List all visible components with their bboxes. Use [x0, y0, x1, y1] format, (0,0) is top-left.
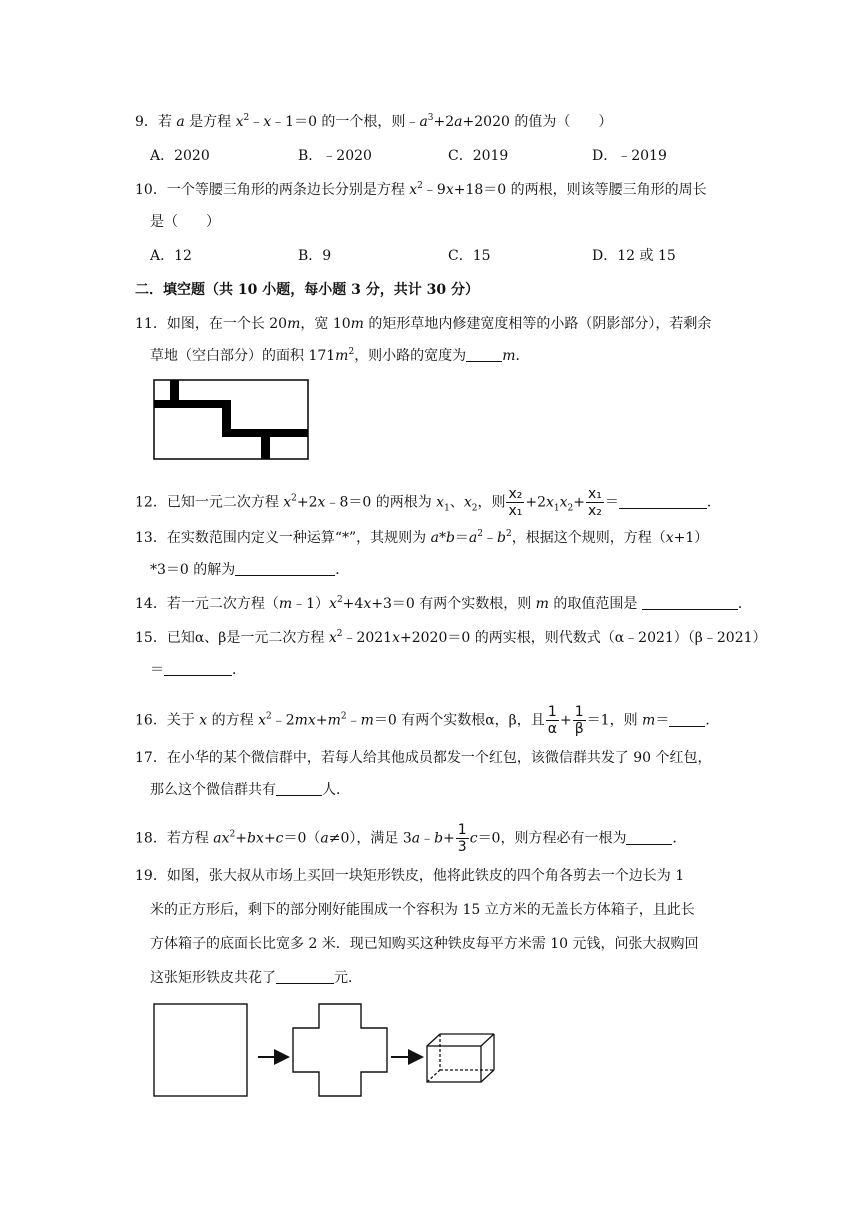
q12-fraction-2: $\frac{\text{x₁}}{\text{x₂}}$ [588, 486, 602, 519]
q10-option-a: A．12 [150, 248, 192, 264]
question-14: 14．若一元二次方程$(m﹣1)x^2+4x+3=0$ 有两个实数根，则 m 的取值范围是 ． [135, 595, 752, 612]
q9-option-b: B．﹣2020 [298, 148, 372, 164]
q19-box [427, 1034, 494, 1082]
question-19: 19．如图，张大叔从市场上买回一块矩形铁皮，他将此铁皮的四个角各剪去一个边长为 1 [135, 868, 685, 884]
question-19-line3: 方体箱子的底面长比宽多 2 米．现已知购买这种铁皮每平方米需 10 元钱，问张大叔购回 [150, 936, 699, 952]
q12-answer-blank[interactable] [619, 494, 707, 509]
q16-fraction-1: $\frac{1}{\alpha}$ [547, 704, 557, 737]
q19-answer-blank[interactable] [276, 969, 334, 984]
question-18: 18．若方程 $ax^2+bx+c=0(a\ne 0)$，满足 3a﹣b+ $\frac{1}{3}$ c＝0，则方程必有一根为 ． [135, 822, 687, 855]
q19-sheet-figure [150, 1000, 500, 1100]
q19-cross-shape [293, 1004, 387, 1096]
q14-answer-blank[interactable] [642, 595, 738, 610]
q11-answer-blank[interactable] [466, 347, 502, 362]
question-10: 10．一个等腰三角形的两条边长分别是方程 $x^2﹣9x+18=0$ 的两根，则该等腰三角形的周长 [135, 181, 707, 198]
question-17-line2: 那么这个微信群共有 人． [150, 782, 350, 798]
q13-answer-blank[interactable] [235, 561, 335, 576]
question-12: 12．已知一元二次方程 $x^2+2x﹣8=0$ 的两根为 $x_1$、$x_2$，则 $\frac{\text{x₂}}{\text{x₁}}$ $+2x_1x_2+$ $\frac{\text{x₁}}{\text{x₂}}$ ＝ ． [135, 486, 721, 519]
question-10-line2: 是（ ） [150, 214, 220, 230]
q17-answer-blank[interactable] [276, 781, 322, 796]
q10-option-d: D．12 或 15 [592, 248, 676, 264]
question-15: 15．已知α、β是一元二次方程 $x^2﹣2021x+2020=0$ 的两实根，则代数式（α﹣2021）（β﹣2021） [135, 629, 767, 646]
question-19-line4: 这张矩形铁皮共花了 元． [150, 970, 362, 986]
q10-option-b: B．9 [298, 248, 332, 264]
question-13: 13．在实数范围内定义一种运算“*”，其规则为 $a*b=a^2﹣b^2$，根据这个规则，方程（x+1） [135, 529, 709, 546]
q12-fraction-1: $\frac{\text{x₂}}{\text{x₁}}$ [508, 486, 523, 519]
q16-fraction-2: $\frac{1}{\beta}$ [574, 704, 584, 737]
question-13-line2: *3＝0 的解为 ． [150, 562, 350, 578]
q19-rectangle [154, 1004, 247, 1096]
q10-option-c: C．15 [448, 248, 491, 264]
section-2-heading: 二．填空题（共 10 小题，每小题 3 分，共计 30 分） [135, 282, 479, 298]
q9-option-d: D．﹣2019 [592, 148, 667, 164]
q11-lawn-figure [153, 379, 309, 460]
question-11: 11．如图，在一个长 20m，宽 10m 的矩形草地内修建宽度相等的小路（阴影部分），若剩余 [135, 316, 712, 332]
question-16: 16．关于 x 的方程 $x^2﹣2mx+m^2﹣m=0$ 有两个实数根α，β，且 $\frac{1}{\alpha}$ + $\frac{1}{\beta}$ ＝1，则 m＝ ． [135, 704, 720, 737]
question-17: 17．在小华的某个微信群中，若每人给其他成员都发一个红包，该微信群共发了 90 个红包， [135, 750, 712, 766]
q9-option-a: A．2020 [150, 148, 210, 164]
question-19-line2: 米的正方形后，剩下的部分刚好能围成一个容积为 15 立方米的无盖长方体箱子，且此长 [150, 902, 695, 918]
q18-fraction: $\frac{1}{3}$ [457, 822, 467, 855]
q15-answer-blank[interactable] [164, 661, 232, 676]
q9-option-c: C．2019 [448, 148, 509, 164]
question-15-line2: ＝ ． [150, 662, 246, 678]
question-9: 9．若 a 是方程 $x^2﹣x﹣1=0$ 的一个根，则$﹣a^3+2a+2020$ 的值为（ ） [135, 113, 613, 130]
q18-answer-blank[interactable] [626, 830, 672, 845]
q16-answer-blank[interactable] [669, 712, 705, 727]
question-11-line2: 草地（空白部分）的面积 $171m^2$，则小路的宽度为 m． [150, 347, 530, 364]
